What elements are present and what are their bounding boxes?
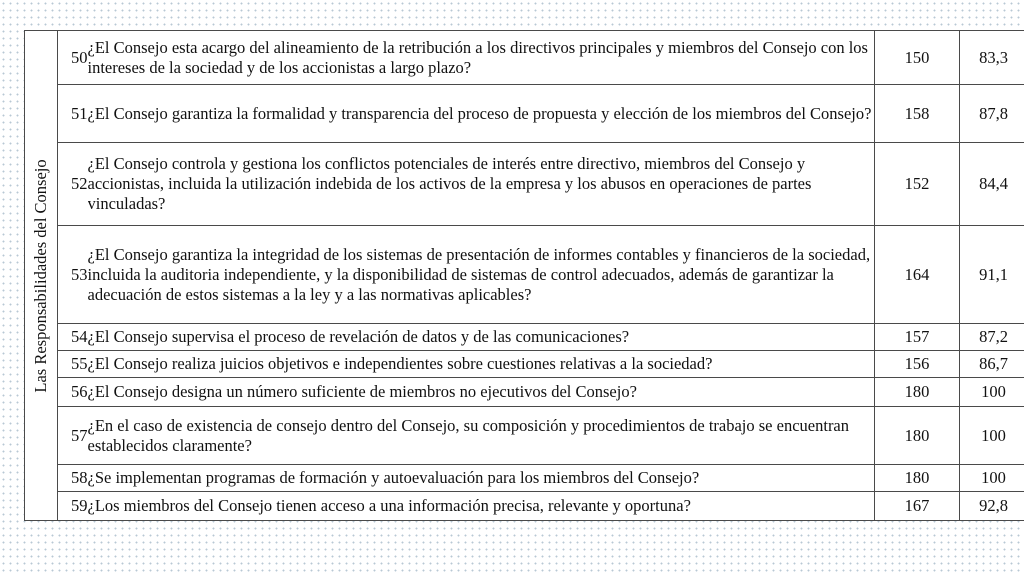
percent-value: 100: [960, 465, 1024, 492]
count-value: 180: [875, 465, 960, 492]
question-number: 54: [58, 324, 88, 351]
percent-value: 84,4: [960, 143, 1024, 226]
table-row: [25, 351, 1024, 378]
percent-value: 91,1: [960, 226, 1024, 324]
question-number: 51: [58, 85, 88, 143]
survey-table: [24, 30, 1024, 521]
category-cell: [25, 31, 58, 521]
count-value: 156: [875, 351, 960, 378]
table-row: [25, 465, 1024, 492]
question-text: ¿El Consejo supervisa el proceso de revelación de datos y de las comunicaciones?: [88, 324, 875, 351]
table-row: [25, 31, 1024, 85]
count-value: 180: [875, 378, 960, 407]
percent-value: 83,3: [960, 31, 1024, 85]
table-row: [25, 226, 1024, 324]
table-row: [25, 378, 1024, 407]
category-label: Las Responsabilidades del Consejo: [31, 158, 50, 393]
count-value: 180: [875, 407, 960, 465]
question-text: ¿En el caso de existencia de consejo dentro del Consejo, su composición y procedimientos de trabajo se encuentran establecidos claramente?: [88, 407, 875, 465]
count-value: 152: [875, 143, 960, 226]
question-number: 59: [58, 492, 88, 521]
question-text: ¿El Consejo garantiza la formalidad y transparencia del proceso de propuesta y elección de los miembros del Consejo?: [88, 85, 875, 143]
question-text: ¿El Consejo designa un número suficiente de miembros no ejecutivos del Consejo?: [88, 378, 875, 407]
question-number: 55: [58, 351, 88, 378]
question-number: 52: [58, 143, 88, 226]
percent-value: 100: [960, 407, 1024, 465]
percent-value: 87,8: [960, 85, 1024, 143]
table-row: [25, 492, 1024, 521]
table-row: [25, 85, 1024, 143]
count-value: 164: [875, 226, 960, 324]
table-row: [25, 407, 1024, 465]
question-number: 58: [58, 465, 88, 492]
question-text: ¿El Consejo realiza juicios objetivos e independientes sobre cuestiones relativas a la sociedad?: [88, 351, 875, 378]
percent-value: 100: [960, 378, 1024, 407]
percent-value: 87,2: [960, 324, 1024, 351]
count-value: 157: [875, 324, 960, 351]
count-value: 158: [875, 85, 960, 143]
question-text: ¿El Consejo esta acargo del alineamiento de la retribución a los directivos principales y miembros del Consejo con los intereses de la sociedad y de los accionistas a largo plazo?: [88, 31, 875, 85]
table-row: [25, 143, 1024, 226]
question-text: ¿El Consejo garantiza la integridad de los sistemas de presentación de informes contables y financieros de la sociedad, incluida la auditoria independiente, y la disponibilidad de sistemas de control adecuados, además de garantizar la adecuación de estos sistemas a la ley y a las normativas aplicables?: [88, 226, 875, 324]
table-row: [25, 324, 1024, 351]
question-text: ¿El Consejo controla y gestiona los conflictos potenciales de interés entre directivo, miembros del Consejo y accionistas, incluida la utilización indebida de los activos de la empresa y los abusos en operaciones de partes vinculadas?: [88, 143, 875, 226]
count-value: 150: [875, 31, 960, 85]
question-text: ¿Se implementan programas de formación y autoevaluación para los miembros del Consejo?: [88, 465, 875, 492]
percent-value: 92,8: [960, 492, 1024, 521]
question-number: 56: [58, 378, 88, 407]
count-value: 167: [875, 492, 960, 521]
percent-value: 86,7: [960, 351, 1024, 378]
question-number: 50: [58, 31, 88, 85]
question-number: 57: [58, 407, 88, 465]
question-text: ¿Los miembros del Consejo tienen acceso a una información precisa, relevante y oportuna?: [88, 492, 875, 521]
question-number: 53: [58, 226, 88, 324]
